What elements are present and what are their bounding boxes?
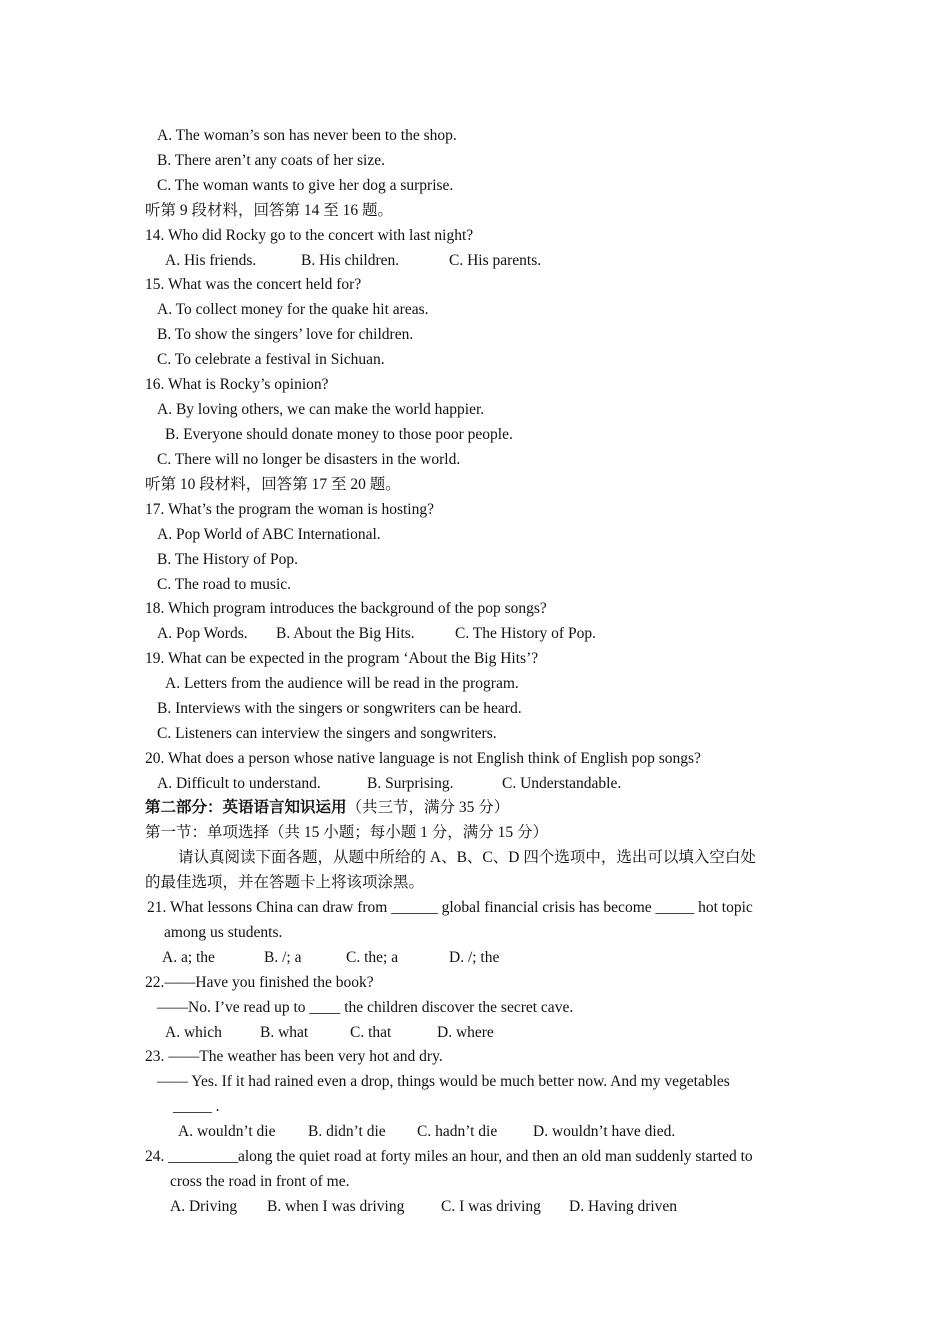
- instructions-line-2: 的最佳选项，并在答题卡上将该项涂黑。: [145, 874, 425, 891]
- q19-option-b: B. Interviews with the singers or songwriters can be heard.: [157, 700, 522, 717]
- q16-option-b: B. Everyone should donate money to those poor people.: [165, 426, 513, 443]
- q14-option-b: B. His children.: [301, 252, 400, 269]
- q21-option-b: B. /; a: [264, 949, 302, 966]
- question-22: 22.——Have you finished the book?: [145, 974, 374, 991]
- q24-option-c: C. I was driving: [441, 1198, 541, 1215]
- q24-option-d: D. Having driven: [569, 1198, 678, 1215]
- q22-option-a: A. which: [165, 1024, 222, 1041]
- question-18: 18. Which program introduces the background of the pop songs?: [145, 600, 547, 617]
- q23-option-c: C. hadn’t die: [417, 1123, 498, 1140]
- instructions-line-1: 请认真阅读下面各题，从题中所给的 A、B、C、D 四个选项中，选出可以填入空白处: [178, 849, 756, 866]
- q20-option-c: C. Understandable.: [502, 775, 622, 792]
- question-22-reply: [157, 998, 573, 1018]
- q24-option-b: B. when I was driving: [267, 1198, 405, 1215]
- q21-option-a: A. a; the: [162, 949, 215, 966]
- q17-option-b: B. The History of Pop.: [157, 551, 298, 568]
- q18-option-b: B. About the Big Hits.: [276, 625, 415, 642]
- q14-option-c: C. His parents.: [449, 252, 542, 269]
- q23-option-d: D. wouldn’t have died.: [533, 1123, 676, 1140]
- q15-option-a: A. To collect money for the quake hit areas.: [157, 301, 429, 318]
- section-one-heading: 第一节：单项选择（共 15 小题；每小题 1 分，满分 15 分）: [145, 824, 549, 841]
- question-14: 14. Who did Rocky go to the concert with last night?: [145, 227, 474, 244]
- q17-option-a: A. Pop World of ABC International.: [157, 526, 381, 543]
- q21-option-d: D. /; the: [449, 949, 500, 966]
- q13-option-c: C. The woman wants to give her dog a surprise.: [157, 177, 454, 194]
- question-20: 20. What does a person whose native language is not English think of English pop songs?: [145, 750, 701, 767]
- q22-reply-end: the children discover the secret cave.: [344, 999, 574, 1016]
- q18-option-a: A. Pop Words.: [157, 625, 248, 642]
- q13-option-b: B. There aren’t any coats of her size.: [157, 152, 385, 169]
- q15-option-c: C. To celebrate a festival in Sichuan.: [157, 351, 385, 368]
- q18-option-c: C. The History of Pop.: [455, 625, 596, 642]
- q19-option-c: C. Listeners can interview the singers and songwriters.: [157, 725, 497, 742]
- q19-option-a: A. Letters from the audience will be read in the program.: [165, 675, 519, 692]
- q23-option-a: A. wouldn’t die: [178, 1123, 276, 1140]
- q23-blank: _____ .: [173, 1098, 220, 1115]
- q23-option-b: B. didn’t die: [308, 1123, 386, 1140]
- question-19: 19. What can be expected in the program ‘About the Big Hits’?: [145, 650, 539, 667]
- section-heading-10: 听第 10 段材料，回答第 17 至 20 题。: [145, 476, 401, 493]
- q14-option-a: A. His friends.: [165, 252, 257, 269]
- question-16: 16. What is Rocky’s opinion?: [145, 376, 329, 393]
- question-17: 17. What’s the program the woman is hosting?: [145, 501, 434, 518]
- q17-option-c: C. The road to music.: [157, 576, 292, 593]
- question-23: 23. ——The weather has been very hot and dry.: [145, 1048, 443, 1065]
- question-24: 24. _________along the quiet road at forty miles an hour, and then an old man suddenly started to: [145, 1148, 753, 1165]
- q22-option-b: B. what: [260, 1024, 309, 1041]
- q20-option-b: B. Surprising.: [367, 775, 454, 792]
- q16-option-a: A. By loving others, we can make the world happier.: [157, 401, 485, 418]
- section-heading-9: 听第 9 段材料，回答第 14 至 16 题。: [145, 202, 394, 219]
- q21-option-c: C. the; a: [346, 949, 399, 966]
- q13-option-a: A. The woman’s son has never been to the shop.: [157, 127, 457, 144]
- part-two-score: （共三节，满分 35 分）: [346, 799, 510, 816]
- q20-option-a: A. Difficult to understand.: [157, 775, 321, 792]
- q16-option-c: C. There will no longer be disasters in the world.: [157, 451, 461, 468]
- question-15: 15. What was the concert held for?: [145, 276, 362, 293]
- q24-option-a: A. Driving: [170, 1198, 238, 1215]
- question-21-continued: among us students.: [164, 924, 283, 941]
- question-21: 21. What lessons China can draw from ______ global financial crisis has become _____ hot topic: [147, 899, 753, 916]
- q22-option-c: C. that: [350, 1024, 392, 1041]
- q22-reply-start: ——No. I’ve read up to: [157, 999, 306, 1016]
- part-two-heading: [145, 798, 509, 818]
- part-two-title: 第二部分：英语语言知识运用: [145, 799, 347, 816]
- q22-option-d: D. where: [437, 1024, 494, 1041]
- q22-blank: ____: [309, 999, 341, 1016]
- q15-option-b: B. To show the singers’ love for children.: [157, 326, 414, 343]
- question-24-continued: cross the road in front of me.: [170, 1173, 350, 1190]
- question-23-reply: —— Yes. If it had rained even a drop, things would be much better now. And my vegetables: [157, 1073, 730, 1090]
